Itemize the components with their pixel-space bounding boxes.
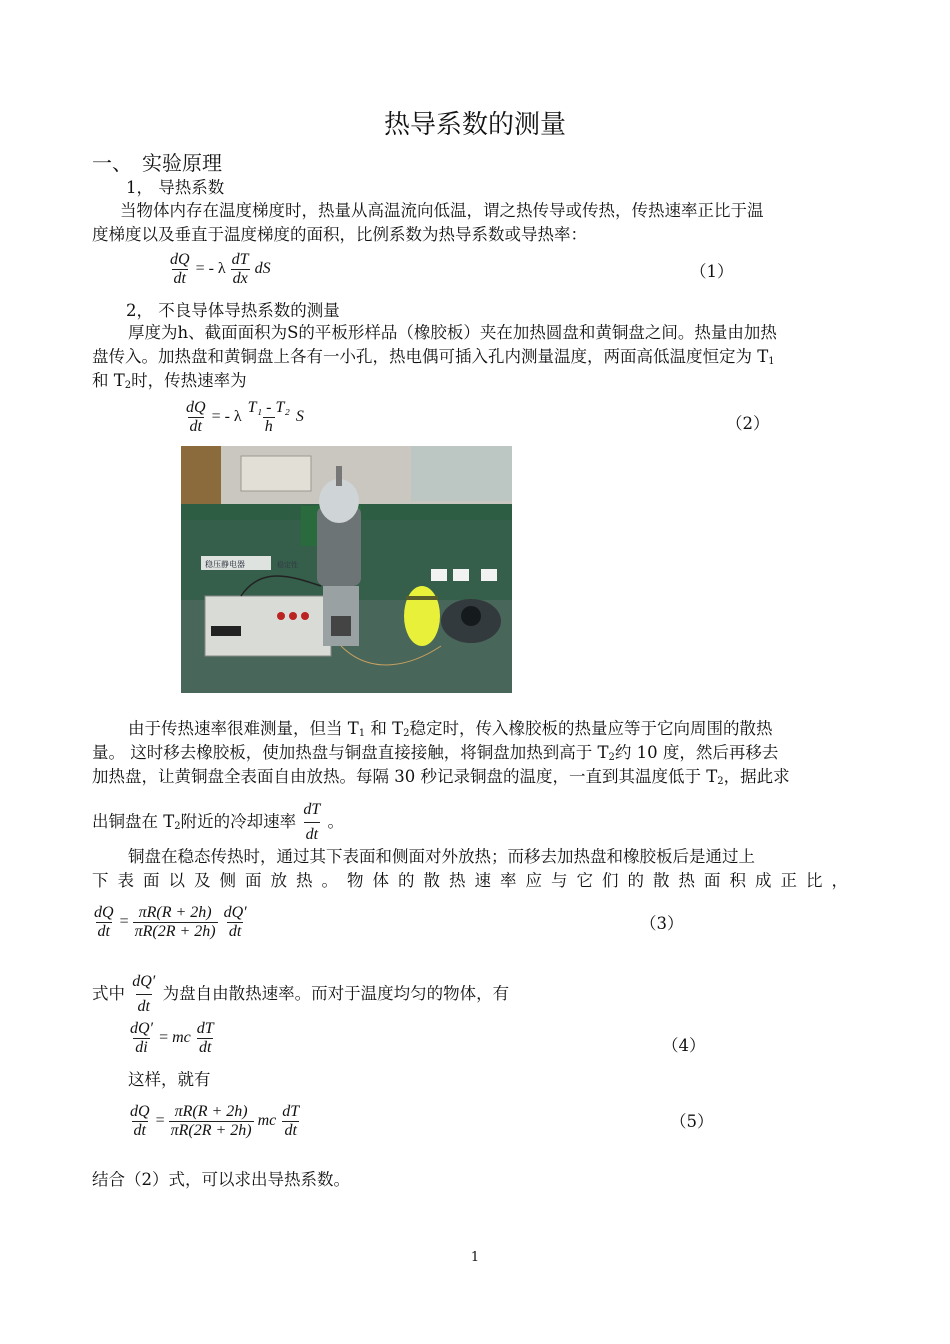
subsection-heading-1: 1， 导热系数 [126, 178, 225, 197]
paragraph-3-line-3: 加热盘，让黄铜盘全表面自由放热。每隔 30 秒记录铜盘的温度，一直到其温度低于 $T_2$，据此求 [92, 767, 790, 787]
equation-3: $\frac{dQ}{dt}$ = $\frac{\pi R(R + 2h)}{\pi R(2R + 2h)}$ $\frac{dQ'}{dt}$ [94, 904, 247, 940]
page-title: 热导系数的测量 [383, 110, 566, 140]
page-number: 1 [470, 1250, 480, 1265]
equation-3-number: （3） [640, 914, 684, 933]
free-cooling-fraction: $\frac{dQ'}{dt}$ [130, 970, 157, 1019]
paragraph-4-line-2: 下表面以及侧面放热。物体的散热速率应与它们的散热面积成正比， [92, 871, 857, 890]
section-heading-principle: 一、 实验原理 [92, 151, 222, 175]
paragraph-3 [92, 717, 860, 789]
paragraph-7: 结合（2）式，可以求出导热系数。 [92, 1170, 350, 1189]
paragraph-2-line-1: 厚度为h、截面面积为S的平板形样品（橡胶板）夹在加热圆盘和黄铜盘之间。热量由加热 [128, 323, 777, 342]
device-label: 稳压静电器 [205, 560, 245, 569]
paragraph-1-line-2: 度梯度以及垂直于温度梯度的面积，比例系数为热导系数或导热率： [92, 225, 587, 244]
paragraph-4-line-1: 铜盘在稳态传热时，通过其下表面和侧面对外放热；而移去加热盘和橡胶板后是通过上 [128, 847, 755, 866]
paragraph-2-line-3: 和 $T_2$时，传热速率为 [92, 371, 247, 391]
paragraph-3-line-4: 出铜盘在 $T_2$附近的冷却速率 $\frac{dT}{dt}$ 。 [92, 798, 344, 847]
cooling-rate-fraction: $\frac{dT}{dt}$ [301, 798, 322, 847]
paragraph-1-line-1: 当物体内存在温度梯度时，热量从高温流向低温，谓之热传导或传热，传热速率正比于温 [120, 201, 764, 220]
paragraph-3-line-2: 量。 这时移去橡胶板，使加热盘与铜盘直接接触，将铜盘加热到高于 $T_2$约 10 度，然后再移去 [92, 743, 779, 763]
equation-5: $\frac{dQ}{dt}$ = $\frac{\pi R(R + 2h)}{\pi R(2R + 2h)}$ mc $\frac{dT}{dt}$ [130, 1103, 300, 1139]
paragraph-2-line-2: 盘传入。加热盘和黄铜盘上各有一小孔，热电偶可插入孔内测量温度，两面高低温度恒定为 $T_1$ [92, 347, 775, 367]
subsection-heading-2: 2， 不良导体导热系数的测量 [126, 301, 340, 320]
apparatus-photo [181, 446, 512, 693]
equation-1: $\frac{dQ}{dt}$ = - λ $\frac{dT}{dx}$ dS [170, 251, 271, 287]
equation-4-number: （4） [662, 1036, 706, 1055]
paragraph-1 [92, 199, 860, 247]
device-label-2: 稳定性 [277, 561, 298, 569]
equation-5-number: （5） [670, 1112, 714, 1131]
paragraph-5: 式中 $\frac{dQ'}{dt}$ 为盘自由散热速率。而对于温度均匀的物体，有 [92, 970, 509, 1019]
equation-1-number: （1） [690, 262, 734, 281]
equation-2-number: （2） [726, 414, 770, 433]
equation-2: $\frac{dQ}{dt}$ = - λ $\frac{\text{T₁ - T₂}}{h}$ S [186, 399, 304, 435]
paragraph-2 [92, 321, 860, 393]
paragraph-6: 这样，就有 [128, 1070, 211, 1089]
equation-4: $\frac{dQ'}{di}$ = mc $\frac{dT}{dt}$ [130, 1020, 214, 1056]
paragraph-4 [92, 845, 860, 893]
paragraph-3-line-1: 由于传热速率很难测量，但当 $T_1$ 和 $T_2$稳定时，传入橡胶板的热量应等于它向周围的散热 [128, 719, 773, 739]
